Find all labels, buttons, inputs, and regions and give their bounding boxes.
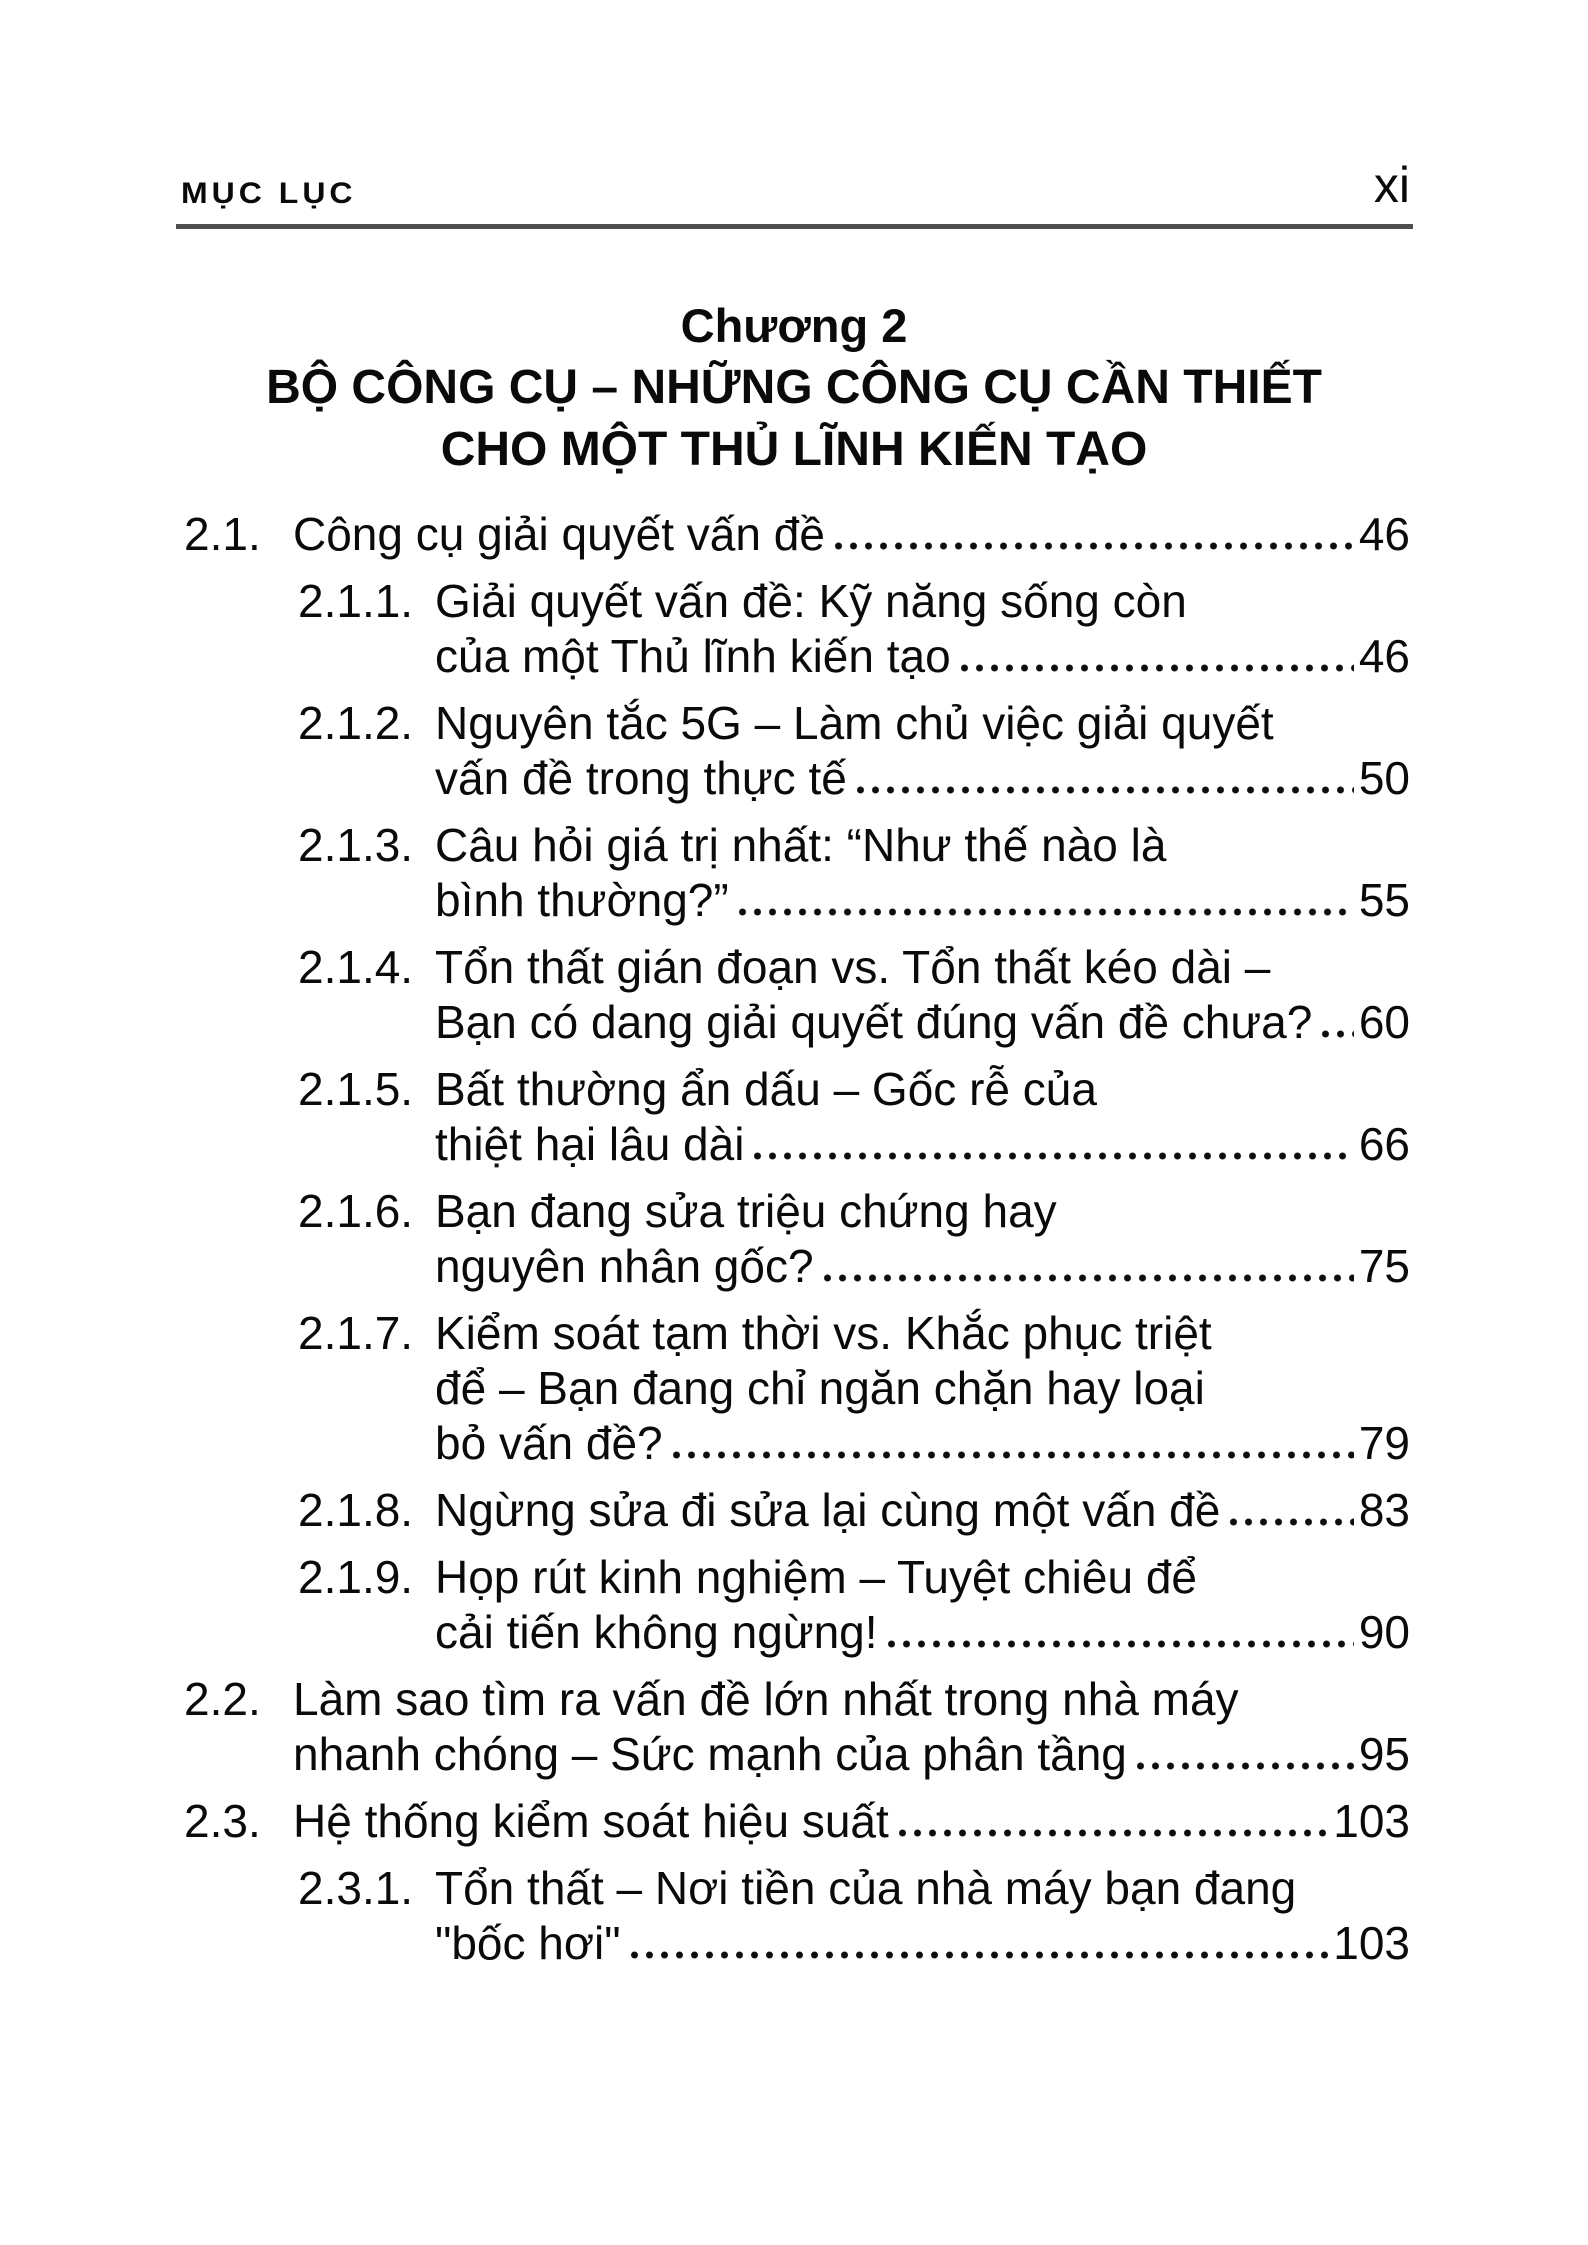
- toc-entry: [176, 1306, 1410, 1471]
- toc-entry: [176, 1184, 1410, 1294]
- toc-page-number: 95: [1358, 1728, 1410, 1780]
- toc-entry-line: Kiểm soát tạm thời vs. Khắc phục triệt: [435, 1307, 1212, 1359]
- chapter-kicker: Chương 2: [680, 299, 908, 352]
- chapter-title-line-1: BỘ CÔNG CỤ – NHỮNG CÔNG CỤ CẦN THIẾT: [266, 361, 1322, 414]
- toc-entry-line: Họp rút kinh nghiệm – Tuyệt chiêu để: [435, 1551, 1198, 1603]
- toc-entry-number: 2.3.: [184, 1795, 261, 1847]
- toc-entry: [176, 507, 1410, 562]
- toc-entry-line: để – Bạn đang chỉ ngăn chặn hay loại: [435, 1362, 1205, 1414]
- toc-entry: [176, 1672, 1410, 1782]
- chapter-heading: [0, 295, 1588, 481]
- page-number-roman: xi: [1373, 157, 1410, 213]
- toc-page-number: 46: [1358, 630, 1410, 682]
- toc-entry-line: [293, 507, 1410, 562]
- toc-page-number: 50: [1358, 752, 1410, 804]
- toc-entry-number: 2.1.8.: [298, 1484, 414, 1536]
- toc-entry: [176, 574, 1410, 684]
- running-header: [0, 0, 1588, 216]
- toc-entry-number: 2.1.3.: [298, 819, 414, 871]
- toc-entry-text: của một Thủ lĩnh kiến tạo: [435, 630, 951, 682]
- dot-leader: [888, 1640, 1354, 1648]
- toc-entry-line: [435, 1916, 1410, 1971]
- toc-entry-number: 2.1.4.: [298, 941, 414, 993]
- toc-entry: [176, 818, 1410, 928]
- toc-entry-text: Công cụ giải quyết vấn đề: [293, 508, 825, 560]
- dot-leader: [899, 1829, 1328, 1837]
- toc-entry-text: Ngừng sửa đi sửa lại cùng một vấn đề: [435, 1484, 1221, 1536]
- toc-entry-text: "bốc hơi": [435, 1917, 621, 1969]
- header-divider: [176, 224, 1413, 229]
- toc-entry-line: [435, 629, 1410, 684]
- toc-entry-number: 2.1.1.: [298, 575, 414, 627]
- toc-entry-number: 2.1.: [184, 508, 261, 560]
- toc-entry-line: [435, 1239, 1410, 1294]
- toc-entry-line: Câu hỏi giá trị nhất: “Như thế nào là: [435, 819, 1167, 871]
- toc-entry-number: 2.1.5.: [298, 1063, 414, 1115]
- toc-page-number: 46: [1358, 508, 1410, 560]
- toc-page-number: 79: [1358, 1417, 1410, 1469]
- dot-leader: [1322, 1030, 1353, 1038]
- toc-list: [0, 481, 1588, 1971]
- toc-page-number: 103: [1333, 1917, 1410, 1969]
- toc-entry-line: [435, 1416, 1410, 1471]
- toc-entry-line: [293, 1727, 1410, 1782]
- toc-entry-text: thiệt hại lâu dài: [435, 1118, 745, 1170]
- toc-entry: [176, 696, 1410, 806]
- toc-entry: [176, 1062, 1410, 1172]
- toc-entry: [176, 1550, 1410, 1660]
- toc-entry-number: 2.1.2.: [298, 697, 414, 749]
- toc-entry-line: [435, 751, 1410, 806]
- toc-entry-text: nhanh chóng – Sức mạnh của phân tầng: [293, 1728, 1127, 1780]
- dot-leader: [1137, 1762, 1354, 1770]
- toc-entry-line: [435, 873, 1410, 928]
- toc-entry-line: [435, 995, 1410, 1050]
- toc-entry-text: nguyên nhân gốc?: [435, 1240, 814, 1292]
- toc-entry-number: 2.1.6.: [298, 1185, 414, 1237]
- dot-leader: [739, 908, 1354, 916]
- toc-page-number: 55: [1358, 874, 1410, 926]
- toc-entry: [176, 1861, 1410, 1971]
- toc-entry-number: 2.1.7.: [298, 1307, 414, 1359]
- toc-entry-line: Giải quyết vấn đề: Kỹ năng sống còn: [435, 575, 1187, 627]
- dot-leader: [824, 1274, 1354, 1282]
- toc-entry-number: 2.2.: [184, 1673, 261, 1725]
- toc-page-number: 90: [1358, 1606, 1410, 1658]
- toc-entry-line: [293, 1794, 1410, 1849]
- toc-entry-text: bình thường?”: [435, 874, 729, 926]
- dot-leader: [673, 1451, 1354, 1459]
- dot-leader: [961, 664, 1354, 672]
- toc-entry-text: Hệ thống kiểm soát hiệu suất: [293, 1795, 889, 1847]
- toc-page-number: 66: [1358, 1118, 1410, 1170]
- toc-page-number: 103: [1333, 1795, 1410, 1847]
- toc-page-number: 83: [1358, 1484, 1410, 1536]
- dot-leader: [1230, 1518, 1353, 1526]
- toc-entry-line: Tổn thất gián đoạn vs. Tổn thất kéo dài –: [435, 941, 1271, 993]
- toc-page-number: 60: [1358, 996, 1410, 1048]
- toc-entry: [176, 1483, 1410, 1538]
- toc-entry-text: vấn đề trong thực tế: [435, 752, 847, 804]
- toc-entry-line: Làm sao tìm ra vấn đề lớn nhất trong nhà máy: [293, 1673, 1239, 1725]
- toc-entry-text: Bạn có dang giải quyết đúng vấn đề chưa?: [435, 996, 1313, 1048]
- toc-entry-line: Bất thường ẩn dấu – Gốc rễ của: [435, 1063, 1097, 1115]
- running-header-title: MỤC LỤC: [181, 176, 357, 210]
- toc-entry-text: bỏ vấn đề?: [435, 1417, 663, 1469]
- toc-entry-line: Bạn đang sửa triệu chứng hay: [435, 1185, 1057, 1237]
- toc-entry-line: [435, 1483, 1410, 1538]
- toc-entry-number: 2.3.1.: [298, 1862, 414, 1914]
- chapter-title-line-2: CHO MỘT THỦ LĨNH KIẾN TẠO: [440, 423, 1148, 476]
- toc-entry-line: [435, 1117, 1410, 1172]
- dot-leader: [754, 1152, 1353, 1160]
- dot-leader: [835, 542, 1354, 550]
- dot-leader: [631, 1951, 1329, 1959]
- toc-entry-number: 2.1.9.: [298, 1551, 414, 1603]
- toc-entry-line: Tổn thất – Nơi tiền của nhà máy bạn đang: [435, 1862, 1297, 1914]
- toc-entry-line: Nguyên tắc 5G – Làm chủ việc giải quyết: [435, 697, 1274, 749]
- dot-leader: [857, 786, 1354, 794]
- toc-entry-text: cải tiến không ngừng!: [435, 1606, 878, 1658]
- toc-entry: [176, 940, 1410, 1050]
- toc-entry-line: [435, 1605, 1410, 1660]
- toc-entry: [176, 1794, 1410, 1849]
- toc-page-number: 75: [1358, 1240, 1410, 1292]
